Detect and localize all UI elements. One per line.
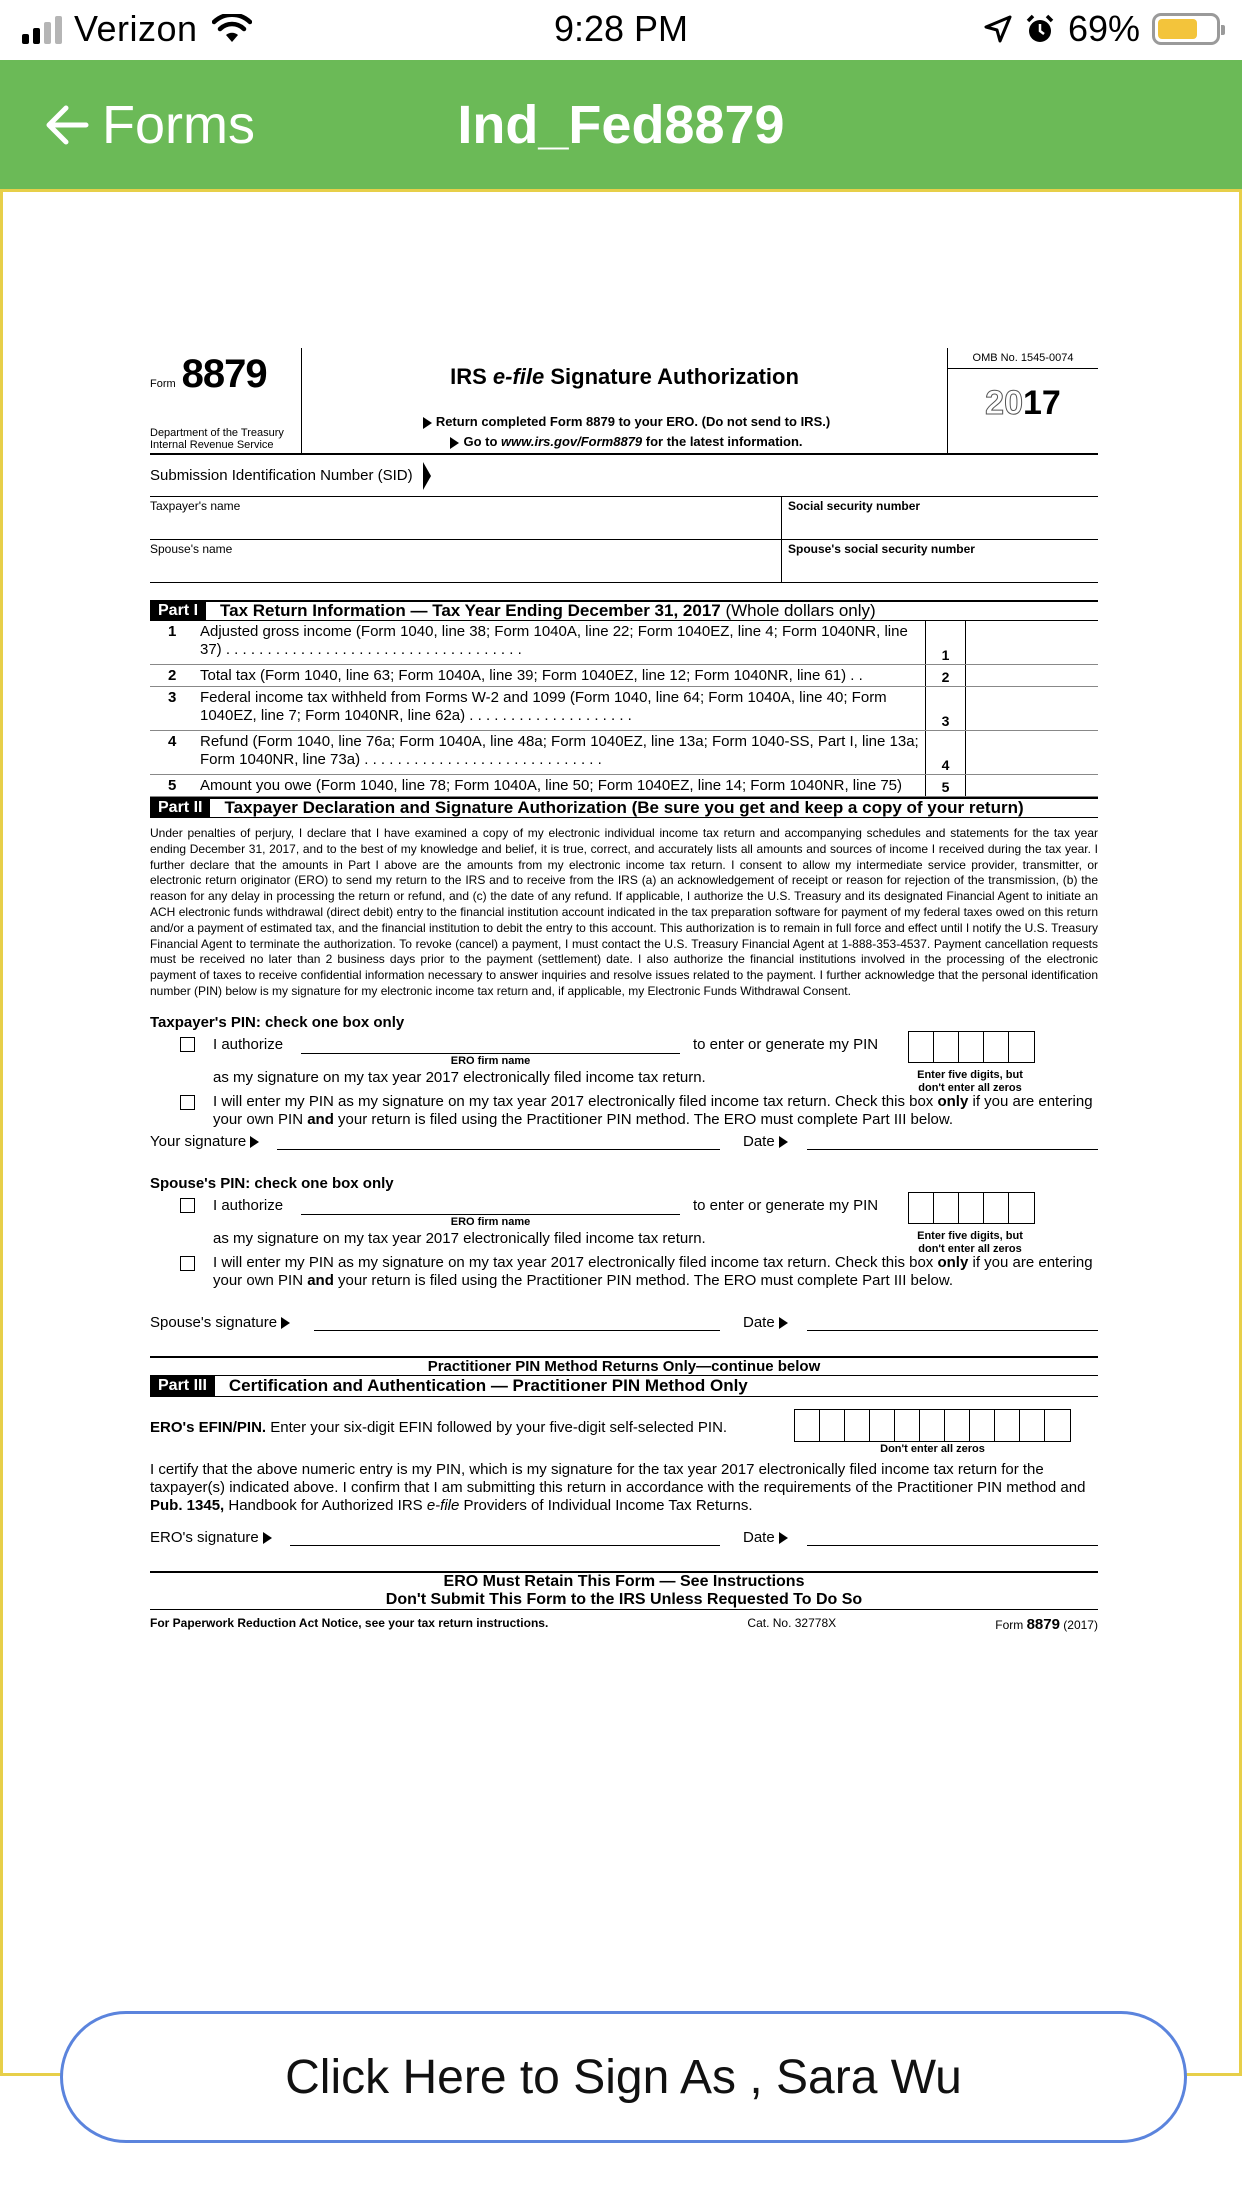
taxpayer-ero-checkbox[interactable] [180,1037,195,1052]
your-date-field[interactable] [807,1149,1098,1150]
form-8879 [150,348,1098,1633]
nav-bar [0,60,1242,192]
form-instruction-1: Return completed Form 8879 to your ERO. (Do not send to IRS.) [302,414,947,429]
spouse-signature-row [150,1310,1098,1338]
back-label: Forms [102,95,255,155]
tax-year: 2017 [985,384,1061,422]
catalog-number: Cat. No. 32778X [747,1615,837,1630]
part-2-title: Taxpayer Declaration and Signature Authorization (Be sure you get and keep a copy of your return) [224,798,1024,817]
line-box-number: 5 [925,775,965,796]
to-enter-label: to enter or generate my PIN [693,1035,879,1053]
efin-label: ERO's EFIN/PIN. Enter your six-digit EFIN followed by your five-digit self-selected PIN. [150,1418,728,1436]
spouse-row [150,540,1098,583]
line-number: 1 [168,623,177,640]
ero-firm-name-field[interactable] [301,1053,680,1054]
sign-button-label: Click Here to Sign As , Sara Wu [285,2050,962,2104]
document-viewer[interactable] [0,192,1242,2104]
back-button[interactable] [42,94,255,156]
line-amount-field[interactable] [965,687,1098,730]
sid-label: Submission Identification Number (SID) [150,467,413,484]
status-right [984,8,1220,50]
pin-hint: Enter five digits, but don't enter all zeros [917,1229,1023,1255]
line-description: Amount you owe (Form 1040, line 78; Form 1040A, line 50; Form 1040EZ, line 14; Form 1040NR, line 75) [200,777,903,794]
line-box-number: 2 [925,665,965,686]
form-id-block [150,348,302,453]
line-box-number: 3 [925,687,965,730]
arrow-icon [423,462,431,490]
omb-block [947,348,1098,453]
part-1-line [150,621,1098,665]
date-label: Date [743,1133,788,1150]
taxpayer-own-pin-checkbox[interactable] [180,1095,195,1110]
as-my-signature: as my signature on my tax year 2017 electronically filed income tax return. [213,1068,706,1086]
date-label: Date [743,1529,788,1546]
spouse-own-pin-checkbox[interactable] [180,1256,195,1271]
certification-text: I certify that the above numeric entry is my PIN, which is my signature for the tax year 2017 electronically filed income tax return for the taxpayer(s) indicated above. I confirm that I am submitting this return in accordance with the requirements of the Practitioner PIN method and Pub. 1345, Handbook for Authorized IRS e-file Providers of Individual Income Tax Returns. [150,1460,1086,1514]
part-1-line [150,775,1098,797]
taxpayer-signature-row [150,1129,1098,1157]
line-description: Total tax (Form 1040, line 63; Form 1040A, line 39; Form 1040EZ, line 12; Form 1040NR, line 61) . . [200,667,863,684]
taxpayer-ero-option [150,1031,1098,1094]
taxpayer-own-pin-option [150,1089,1098,1129]
your-signature-label: Your signature [150,1133,259,1150]
retain-notice [150,1571,1098,1610]
footer-form-id: Form 8879 (2017) [995,1615,1098,1633]
line-box-number: 1 [925,621,965,664]
part-2-header [150,797,1098,818]
efin-hint: Don't enter all zeros [880,1442,985,1455]
i-authorize-label: I authorize [213,1035,284,1053]
spouse-pin-boxes[interactable] [908,1192,1035,1224]
spouse-own-pin-option [150,1250,1098,1290]
form-number-block [150,352,267,397]
battery-fill [1158,19,1197,39]
part-1-line [150,731,1098,775]
part-1-header [150,600,1098,621]
department [150,427,284,451]
ero-signature-field[interactable] [290,1545,720,1546]
form-footer [150,1616,1098,1633]
as-my-signature: as my signature on my tax year 2017 electronically filed income tax return. [213,1229,706,1247]
pin-hint: Enter five digits, but don't enter all zeros [917,1068,1023,1094]
practitioner-note: Practitioner PIN Method Returns Only—continue below [150,1356,1098,1376]
form-label: Form [150,378,176,390]
carrier-label: Verizon [74,8,198,49]
location-icon [984,15,1012,43]
ero-date-field[interactable] [807,1545,1098,1546]
part-1-line [150,687,1098,731]
line-description: Federal income tax withheld from Forms W-2 and 1099 (Form 1040, line 64; Form 1040A, line 40; Form 1040EZ, line 7; Form 1040NR, line 62a) . . . . . . . . . . . . . . . . . . . . [200,689,887,724]
form-title-block [302,348,947,453]
spouse-ero-firm-name-field[interactable] [301,1214,680,1215]
ero-signature-label: ERO's signature [150,1529,272,1546]
spouse-ero-checkbox[interactable] [180,1198,195,1213]
form-header [150,348,1098,455]
taxpayer-pin-boxes[interactable] [908,1031,1035,1063]
efin-row [150,1405,1098,1455]
your-signature-field[interactable] [277,1149,720,1150]
line-number: 3 [168,689,177,706]
i-authorize-label: I authorize [213,1196,284,1214]
clock: 9:28 PM [553,8,689,49]
spouse-signature-label: Spouse's signature [150,1314,290,1331]
line-box-number: 4 [925,731,965,774]
spouse-signature-field[interactable] [314,1330,720,1331]
line-number: 4 [168,733,177,750]
paperwork-notice: For Paperwork Reduction Act Notice, see your tax return instructions. [150,1615,549,1630]
declaration-text: Under penalties of perjury, I declare that I have examined a copy of my electronic individual income tax return and accompanying schedules and statements for the tax year ending December 31, 2017, and to the best of my knowledge and belief, it is true, correct, and accurately lists all amounts and sources of income I received during the tax year. I further declare that the amounts in Part I above are the amounts from my electronic income tax return. I consent to allow my intermediate service provider, transmitter, or electronic return originator (ERO) to send my return to the IRS and to receive from the IRS (a) an acknowledgement of receipt or reason for rejection of the transmission, (b) the reason for any delay in processing the return or refund, and (c) the date of any refund. If applicable, I authorize the U.S. Treasury and its designated Financial Agent to initiate an ACH electronic funds withdrawal (direct debit) entry to the financial institution account indicated in the tax preparation software for payment of my federal taxes owed on this return and/or a payment of estimated tax, and the financial institution to debit the entry to this account. This authorization is to remain in full force and effect until I notify the U.S. Treasury Financial Agent to terminate the authorization. To revoke (cancel) a payment, I must contact the U.S. Treasury Financial Agent at 1-888-353-4537. Payment cancellation requests must be received no later than 2 business days prior to the payment (settlement) date. I also authorize the financial institutions involved in the processing of the electronic payment of taxes to receive confidential information necessary to answer inquiries and resolve issues related to the payment. I further acknowledge that the personal identification number (PIN) below is my signature for my electronic income tax return and, if applicable, my Electronic Funds Withdrawal Consent. [150,826,1098,998]
ero-firm-name-label: ERO firm name [450,1215,531,1228]
spouse-pin-heading: Spouse's PIN: check one box only [150,1174,394,1192]
ero-firm-name-label: ERO firm name [450,1054,531,1067]
taxpayer-row [150,497,1098,540]
part-1-tag: Part I [150,602,206,620]
omb-number: OMB No. 1545-0074 [948,352,1098,369]
own-pin-text: I will enter my PIN as my signature on my tax year 2017 electronically filed income tax return. Check this box only if you are entering your own PIN and your return is filed using the Practitioner PIN method. The ERO must complete Part III below. [213,1253,1093,1289]
battery-icon [1152,13,1220,45]
line-description: Refund (Form 1040, line 76a; Form 1040A, line 48a; Form 1040EZ, line 13a; Form 1040-SS, Part I, line 13a; Form 1040NR, line 73a) . . . . . . . . . . . . . . . . . . . . . . . . . . . . . [200,733,919,768]
part-3-header [150,1376,1098,1397]
sign-button[interactable] [60,2011,1187,2143]
spouse-date-field[interactable] [807,1330,1098,1331]
ssn-field: Social security number [788,499,921,513]
part-1-title: Tax Return Information — Tax Year Ending December 31, 2017 (Whole dollars only) [220,601,876,620]
own-pin-text: I will enter my PIN as my signature on my tax year 2017 electronically filed income tax return. Check this box only if you are entering your own PIN and your return is filed using the Practitioner PIN method. The ERO must complete Part III below. [213,1092,1093,1128]
retain-line-2: Don't Submit This Form to the IRS Unless Requested To Do So [385,1590,863,1608]
form-instruction-2: Go to www.irs.gov/Form8879 for the latest information. [302,434,947,449]
line-description: Adjusted gross income (Form 1040, line 38; Form 1040A, line 22; Form 1040EZ, line 4; Form 1040NR, line 37) . . . . . . . . . . . . . . . . . . . . . . . . . . . . . . . . . . . . [200,623,908,658]
ero-signature-row [150,1525,1098,1553]
line-number: 2 [168,667,177,684]
spouse-ssn-field: Spouse's social security number [788,542,975,556]
spouse-ero-option [150,1192,1098,1255]
part-1-lines [150,621,1098,797]
part-1-line [150,665,1098,687]
part-3-title: Certification and Authentication — Practitioner PIN Method Only [228,1375,748,1395]
battery-percent: 69% [1067,8,1140,49]
line-amount-field[interactable] [965,775,1098,796]
form-title: IRS e-file Signature Authorization [450,364,799,389]
line-amount-field[interactable] [965,731,1098,774]
retain-line-1: ERO Must Retain This Form — See Instructions [443,1572,805,1590]
line-amount-field[interactable] [965,665,1098,686]
form-number: 8879 [181,352,267,396]
date-label: Date [743,1314,788,1331]
taxpayer-name-field: Taxpayer's name [150,497,782,539]
spouse-name-field: Spouse's name [150,540,782,582]
to-enter-label: to enter or generate my PIN [693,1196,879,1214]
dept-line-2: Internal Revenue Service [150,439,274,451]
status-bar [0,0,1242,60]
alarm-icon [1024,13,1056,45]
part-2-tag: Part II [150,799,210,817]
dept-line-1: Department of the Treasury [150,427,284,439]
nav-title: Ind_Fed8879 [457,95,785,155]
line-amount-field[interactable] [965,621,1098,664]
part-3-tag: Part III [150,1376,215,1396]
taxpayer-pin-heading: Taxpayer's PIN: check one box only [150,1013,405,1031]
efin-pin-boxes[interactable] [794,1409,1071,1442]
line-number: 5 [168,777,177,794]
back-arrow-icon [42,100,92,150]
sid-row [150,455,1098,497]
